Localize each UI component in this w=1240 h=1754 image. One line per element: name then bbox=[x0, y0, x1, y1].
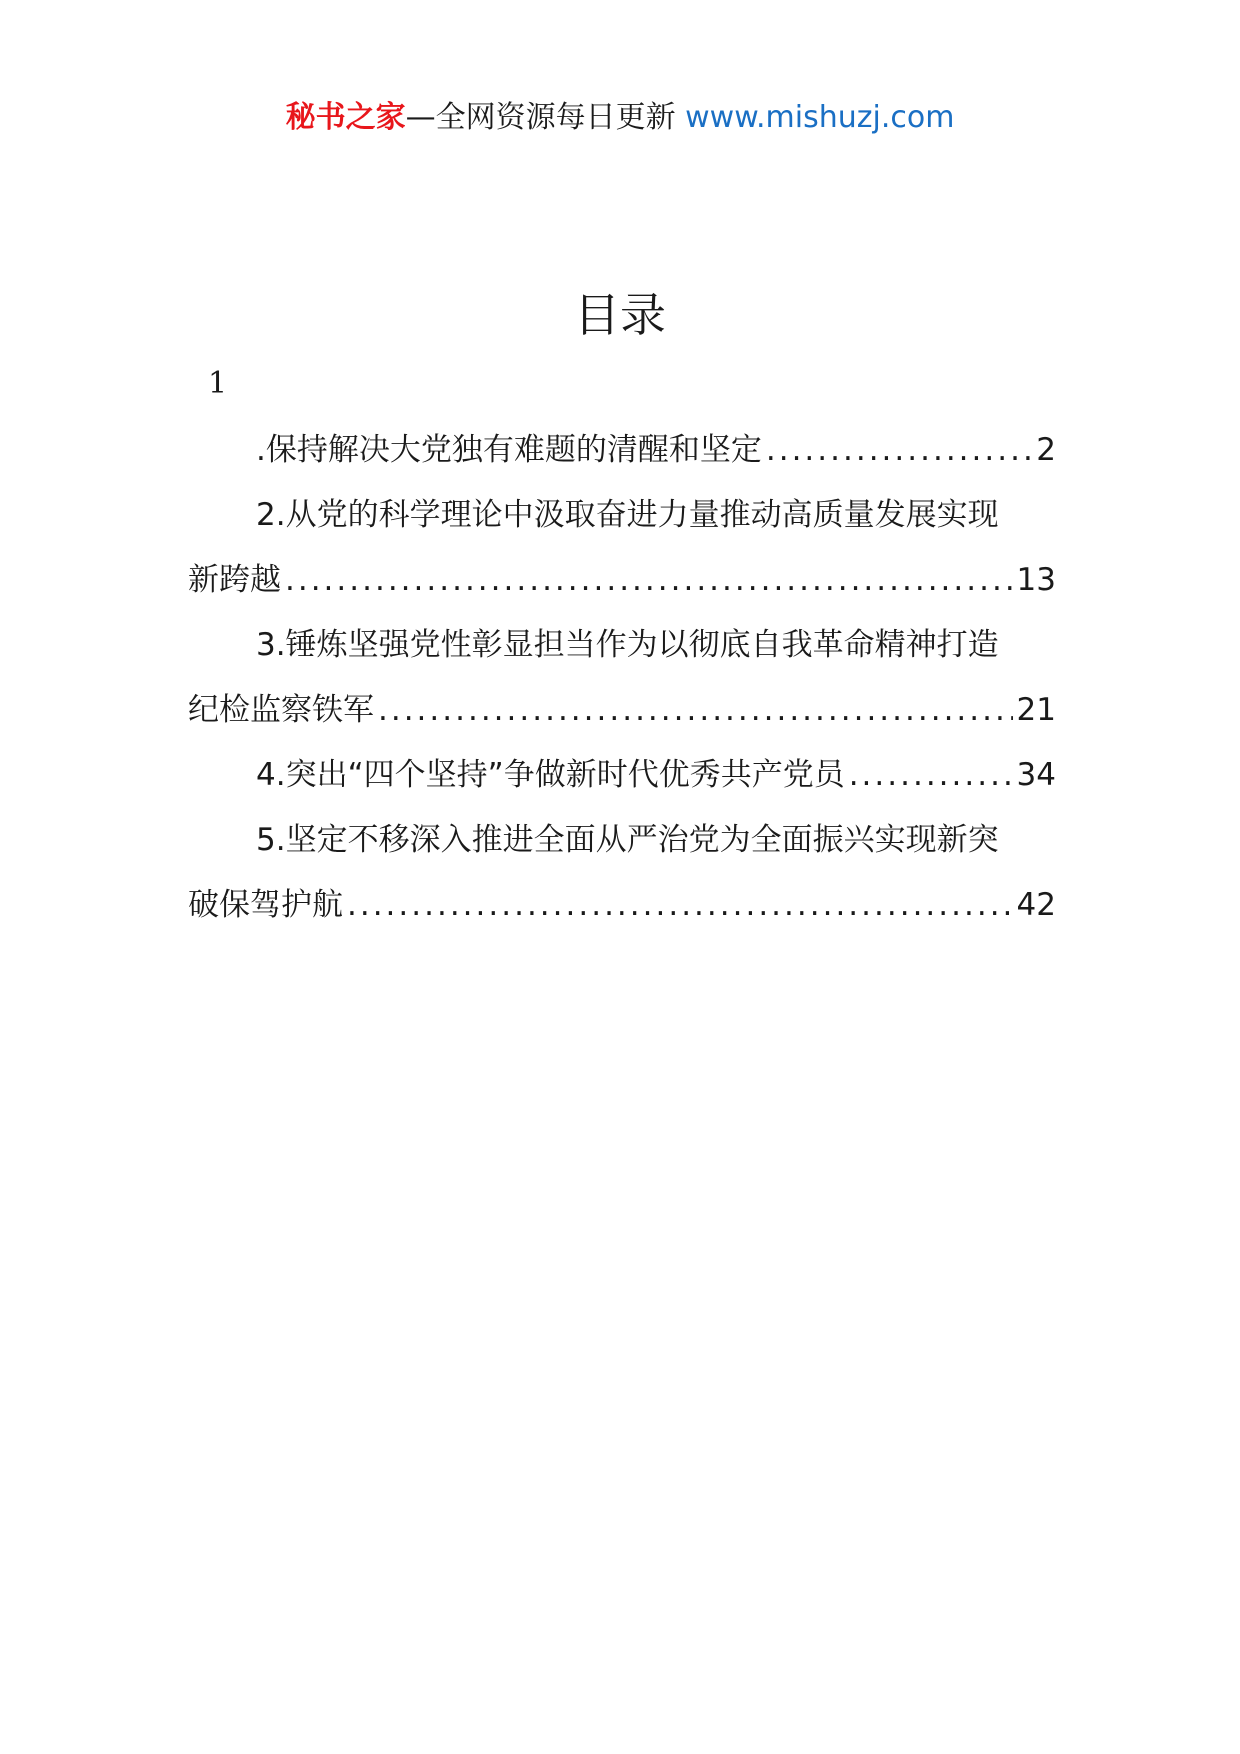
dot-leader bbox=[378, 678, 1013, 743]
page-title: 目录 bbox=[574, 288, 666, 342]
site-header bbox=[0, 98, 1240, 137]
toc-entry-5-continued[interactable] bbox=[188, 873, 1056, 938]
toc-entry-1[interactable] bbox=[188, 418, 1056, 483]
toc-entry-5[interactable] bbox=[188, 808, 1056, 873]
toc-number-1: 1 bbox=[208, 366, 228, 401]
toc-entry-title-continued: 破保驾护航 bbox=[188, 887, 343, 923]
toc-entry-page: 13 bbox=[1016, 562, 1056, 598]
toc-entry-2-continued[interactable] bbox=[188, 548, 1056, 613]
site-url-link[interactable]: www.mishuzj.com bbox=[685, 100, 955, 135]
toc-entry-title: 5.坚定不移深入推进全面从严治党为全面振兴实现新突 bbox=[256, 822, 999, 858]
dot-leader bbox=[849, 743, 1013, 808]
brand-name: 秘书之家 bbox=[285, 100, 406, 135]
dot-leader bbox=[285, 548, 1013, 613]
toc-entry-3[interactable] bbox=[188, 613, 1056, 678]
dot-leader bbox=[766, 418, 1032, 483]
toc-entry-title: 3.锤炼坚强党性彰显担当作为以彻底自我革命精神打造 bbox=[256, 627, 999, 663]
toc-entry-3-continued[interactable] bbox=[188, 678, 1056, 743]
toc-entry-page: 2 bbox=[1036, 432, 1056, 468]
toc-entry-2[interactable] bbox=[188, 483, 1056, 548]
toc-entry-title: 2.从党的科学理论中汲取奋进力量推动高质量发展实现 bbox=[256, 497, 999, 533]
toc-entry-title: .保持解决大党独有难题的清醒和坚定 bbox=[256, 432, 762, 468]
toc-entry-page: 42 bbox=[1016, 887, 1056, 923]
header-slogan: —全网资源每日更新 bbox=[405, 100, 676, 135]
toc-entry-title-continued: 纪检监察铁军 bbox=[188, 692, 374, 728]
dot-leader bbox=[347, 873, 1013, 938]
toc-entry-title: 4.突出“四个坚持”争做新时代优秀共产党员 bbox=[256, 757, 845, 793]
toc-entry-title-continued: 新跨越 bbox=[188, 562, 281, 598]
toc-entry-page: 34 bbox=[1016, 757, 1056, 793]
toc-entry-page: 21 bbox=[1016, 692, 1056, 728]
table-of-contents bbox=[188, 418, 1056, 938]
toc-entry-4[interactable] bbox=[188, 743, 1056, 808]
